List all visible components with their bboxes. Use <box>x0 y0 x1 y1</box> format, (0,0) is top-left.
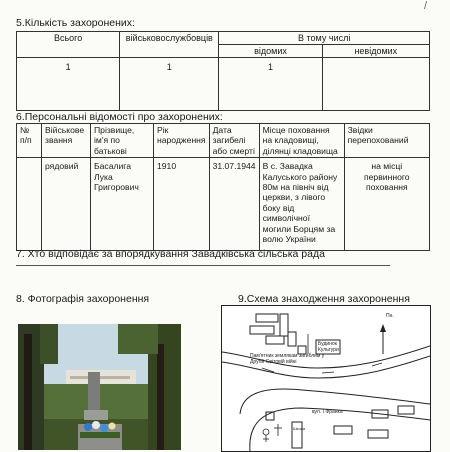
personal-info-table <box>16 123 430 251</box>
value-total: 1 <box>17 58 120 111</box>
cell-birth: 1910 <box>154 158 210 251</box>
cell-num <box>17 158 42 251</box>
street-label: вул. І Франка <box>312 409 343 415</box>
table-row <box>17 158 430 251</box>
col-num: № п/п <box>17 124 42 158</box>
col-place: Місце поховання на кладовищі, ділянці кладовища <box>259 124 344 158</box>
col-reburied: Звідки перепохований <box>344 124 429 158</box>
value-military: 1 <box>120 58 219 111</box>
cell-rank: рядовий <box>42 158 91 251</box>
monument-label: Пам'ятник землякам загиблим у Другій Світовій війні <box>250 353 325 365</box>
header-unknown: невідомих <box>322 45 429 58</box>
cell-place: В с. Завадка Калуського району 80м на північ від церкви, з лівого боку від символічної могили Борцям за волю України <box>259 158 344 251</box>
value-unknown <box>322 58 429 111</box>
corner-mark: / <box>424 0 428 12</box>
col-birth: Рік народження <box>154 124 210 158</box>
section6-title: 6.Персональні відомості про захоронених: <box>16 111 223 123</box>
col-name: Прізвище, ім'я по батькові <box>91 124 154 158</box>
section7-underline <box>16 265 390 266</box>
school-label: Школа <box>293 426 306 431</box>
cell-name: Басалига Лука Григорович <box>91 158 154 251</box>
section7-text: 7. Хто відповідає за впорядкування Завадківська сільська рада <box>16 248 325 260</box>
header-total: Всього <box>17 32 120 58</box>
cell-death: 31.07.1944 <box>209 158 259 251</box>
header-known: відомих <box>219 45 322 58</box>
col-rank: Військове звання <box>42 124 91 158</box>
house-of-culture-label: Будинок Культури <box>318 341 339 353</box>
section9-title: 9.Схема знаходження захоронення <box>238 293 410 305</box>
col-death: Дата загибелі або смерті <box>209 124 259 158</box>
north-label: Пн. <box>386 313 394 319</box>
section8-title: 8. Фотографія захоронення <box>16 293 150 305</box>
location-scheme <box>221 305 431 452</box>
header-military: військовослужбовців <box>120 32 219 58</box>
header-including: В тому числі <box>219 32 430 45</box>
burial-photo <box>18 324 181 450</box>
cell-reburied: на місці первинного поховання <box>344 158 429 251</box>
value-known: 1 <box>219 58 322 111</box>
burials-count-table <box>16 31 430 111</box>
section5-title: 5.Кількість захоронених: <box>16 17 135 29</box>
